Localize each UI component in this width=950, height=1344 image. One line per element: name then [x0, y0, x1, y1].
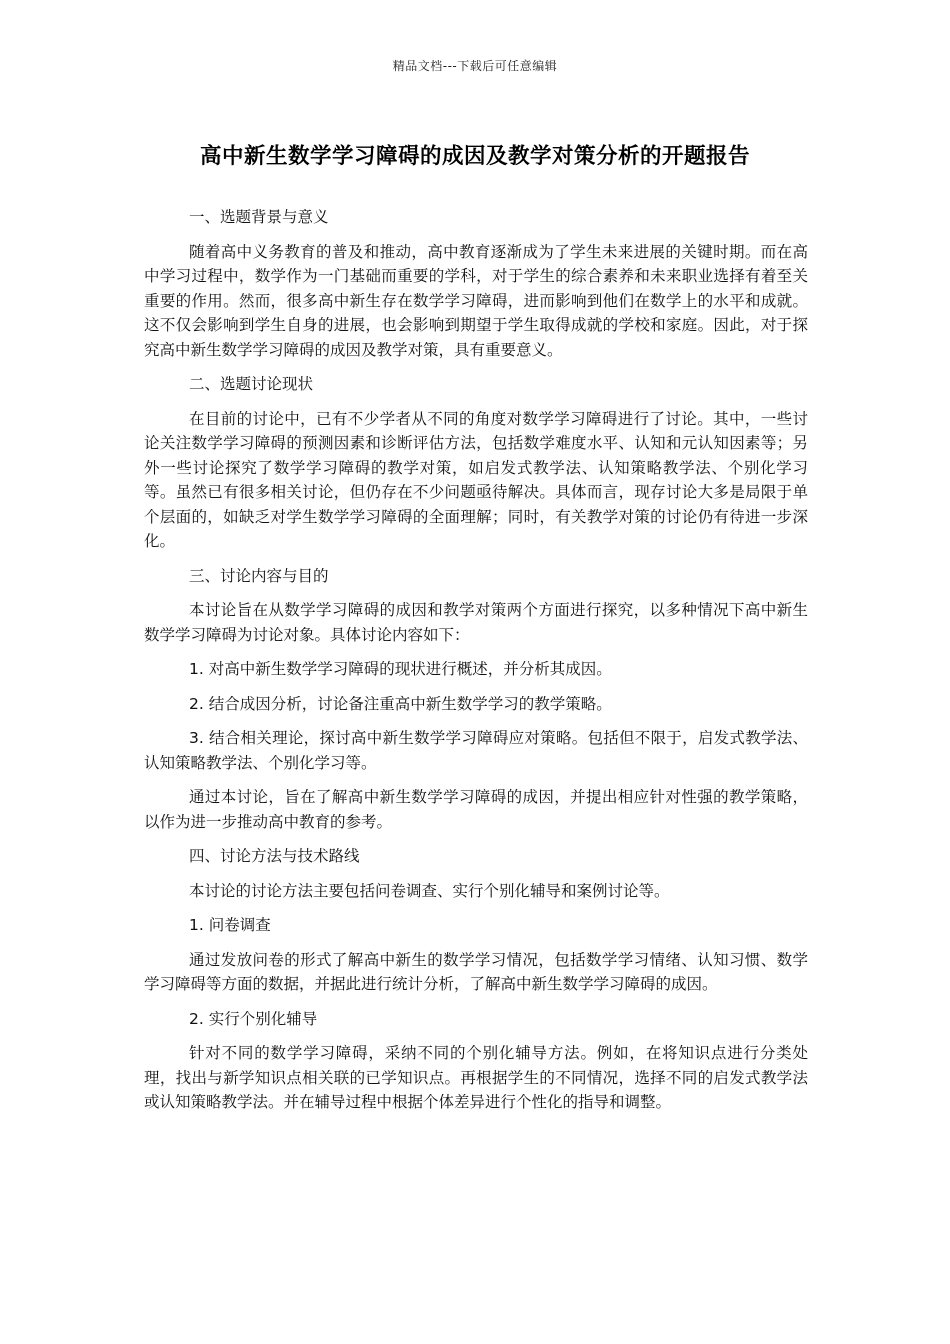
paragraph-tutoring: 针对不同的数学学习障碍，采纳不同的个别化辅导方法。例如，在将知识点进行分类处理，找出与新学知识点相关联的已学知识点。再根据学生的不同情况，选择不同的启发式教学法或认知策略教学法。并在辅导过程中根据个体差异进行个性化的指导和调整。	[144, 1044, 808, 1111]
section-heading-4: 四、讨论方法与技术路线	[189, 847, 360, 865]
section-heading-3: 三、讨论内容与目的	[189, 566, 329, 585]
paragraph-methods: 本讨论的讨论方法主要包括问卷调查、实行个别化辅导和案例讨论等。	[189, 881, 670, 900]
list-item-3: 3. 结合相关理论，探讨高中新生数学学习障碍应对策略。包括但不限于，启发式教学法、认知策略教学法、个别化学习等。	[144, 729, 808, 772]
list-item-1: 1. 对高中新生数学学习障碍的现状进行概述，并分析其成因。	[189, 660, 612, 678]
section-heading-2: 二、选题讨论现状	[189, 375, 314, 393]
section-heading-1: 一、选题背景与意义	[189, 208, 329, 226]
subheading-tutoring: 2. 实行个别化辅导	[189, 1009, 318, 1028]
paragraph-research-status: 在目前的讨论中，已有不少学者从不同的角度对数学学习障碍进行了讨论。其中，一些讨论关注数学学习障碍的预测因素和诊断评估方法，包括数学难度水平、认知和元认知因素等；另外一些讨论探究了数学学习障碍的教学对策，如启发式教学法、认知策略教学法、个别化学习等。虽然已有很多相关讨论，但仍存在不少问题亟待解决。具体而言，现存讨论大多是局限于单个层面的，如缺乏对学生数学学习障碍的全面理解；同时，有关教学对策的讨论仍有待进一步深化。	[144, 409, 808, 550]
paragraph-research-purpose: 通过本讨论，旨在了解高中新生数学学习障碍的成因，并提出相应针对性强的教学策略，以作为进一步推动高中教育的参考。	[144, 788, 808, 831]
document-body	[144, 205, 808, 1125]
page-header: 精品文档---下载后可任意编辑	[392, 59, 558, 73]
paragraph-background: 随着高中义务教育的普及和推动，高中教育逐渐成为了学生未来进展的关键时期。而在高中学习过程中，数学作为一门基础而重要的学科，对于学生的综合素养和未来职业选择有着至关重要的作用。然而，很多高中新生存在数学学习障碍，进而影响到他们在数学上的水平和成就。这不仅会影响到学生自身的进展，也会影响到期望于学生取得成就的学校和家庭。因此，对于探究高中新生数学学习障碍的成因及教学对策，具有重要意义。	[144, 242, 808, 359]
document-title: 高中新生数学学习障碍的成因及教学对策分析的开题报告	[199, 144, 750, 169]
paragraph-survey: 通过发放问卷的形式了解高中新生的数学学习情况，包括数学学习情绪、认知习惯、数学学习障碍等方面的数据，并据此进行统计分析，了解高中新生数学学习障碍的成因。	[144, 950, 808, 993]
list-item-2: 2. 结合成因分析，讨论备注重高中新生数学学习的教学策略。	[189, 694, 612, 713]
paragraph-research-content: 本讨论旨在从数学学习障碍的成因和教学对策两个方面进行探究，以多种情况下高中新生数学学习障碍为讨论对象。具体讨论内容如下：	[144, 601, 808, 644]
subheading-survey: 1. 问卷调查	[189, 916, 271, 934]
